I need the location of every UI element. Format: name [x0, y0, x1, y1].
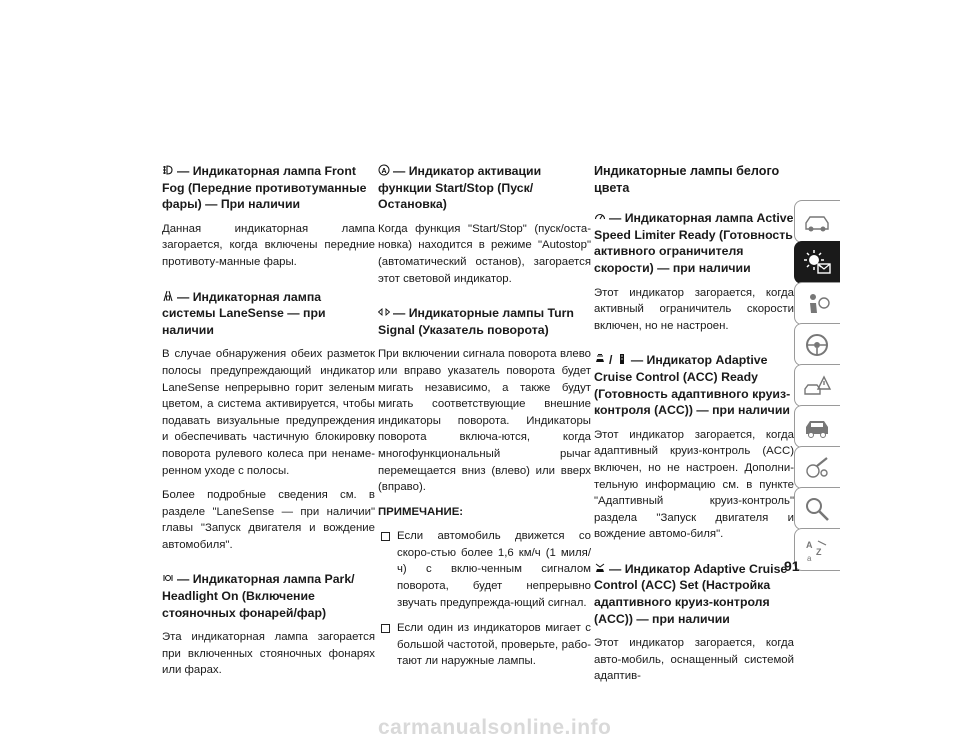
lanesense-text-2: Более подробные сведения см. в разделе "LaneSense — при наличии" главы "Запуск двигателя и вождение автомобиля". [162, 489, 375, 551]
tab-car-service[interactable] [794, 405, 840, 448]
turn-signal-icon [378, 306, 390, 318]
startstop-heading: A — Индикатор активации функции Start/Stop (Пуск/Остановка) [378, 164, 542, 212]
column-middle [378, 163, 591, 679]
tab-steering-wheel[interactable] [794, 323, 840, 366]
tab-warning-lights[interactable] [794, 241, 840, 284]
start-stop-icon [378, 164, 390, 176]
watermark-text: carmanualsonline.info [378, 716, 612, 739]
wrench-maintenance-icon [802, 453, 832, 483]
note-item: Если один из индикаторов мигает с большой частотой, проверьте, рабо-тают ли наружные лампы. [378, 620, 591, 670]
svg-text:a: a [807, 554, 812, 563]
park-text: Эта индикаторная лампа загорается при включенных стояночных фонарях или фарах. [162, 631, 375, 677]
page-number: 91 [784, 558, 800, 574]
language-index-icon [802, 535, 832, 565]
asl-heading: — Индикаторная лампа Active Speed Limiter Ready (Готовность активного ограничителя скорости) — при наличии [594, 211, 794, 275]
bullet-box-icon [381, 624, 390, 633]
svg-text:A: A [806, 540, 813, 550]
acc-ready-heading: / — Индикатор Adaptive Cruise Control (ACC) Ready (Готовность адаптивного круиз-контроля (ACC)) — при наличии [594, 353, 791, 418]
svg-text:Z: Z [816, 547, 822, 557]
acc-set-heading: — Индикатор Adaptive Cruise Control (ACC) Set (Настройка адаптивного круиз-контроля (ACC)) — при наличии [594, 561, 788, 626]
note-item: Если автомобиль движется со скоро-стью более 1,6 км/ч (1 миля/ч) с вклю-ченным сигналом поворота, будет непрерывно звучать предупрежда-ющий сигнал. [378, 528, 591, 611]
tab-airbag-safety[interactable] [794, 282, 840, 325]
magnifier-search-icon [802, 494, 832, 524]
airbag-safety-icon [802, 289, 832, 319]
column-left [162, 163, 375, 687]
car-service-icon [802, 412, 832, 442]
tab-languages[interactable] [794, 528, 840, 571]
note-label: ПРИМЕЧАНИЕ: [378, 505, 464, 518]
lanesense-text-1: В случае обнаружения обеих разметок полосы предупреждающий индикатор LaneSense непрерывно горит зеленым цветом, а система активируется, чтобы подавать визуальные предупреждения и обеспечивать частичную блокировку поворота рулевого колеса при ненаме-ренном уходе с полосы. [162, 348, 375, 477]
tab-car-dashboard[interactable] [794, 200, 840, 243]
front-fog-lamp-icon [162, 164, 174, 176]
turn-heading: — Индикаторные лампы Turn Signal (Указатель поворота) [378, 306, 574, 337]
warning-lights-icon [802, 248, 832, 278]
emergency-triangle-icon [802, 371, 832, 401]
column-right [594, 163, 794, 693]
tab-maintenance[interactable] [794, 446, 840, 489]
tab-emergency[interactable] [794, 364, 840, 407]
car-dashboard-icon [802, 207, 832, 237]
svg-text:A: A [381, 167, 387, 175]
acc-set-icon [594, 562, 606, 574]
acc-ready-text: Этот индикатор загорается, когда адаптивный круиз-контроль (ACC) включен, но не настроен. Дополни-тельную информацию см. в пункте "Адаптивный круиз-контроль" раздела "Запуск двигателя и вождение автомо-биля". [594, 428, 794, 541]
asl-text: Этот индикатор загорается, когда активный ограничитель скорости включен, но не настроен. [594, 286, 794, 332]
lanesense-icon [162, 290, 174, 302]
turn-text: При включении сигнала поворота влево или вправо указатель поворота будет мигать независимо, а также будут мигать соответствующие внешние индикаторы поворота. Индикаторы поворота включа-ются, когда многофункциональный рычаг перемещается вниз (влево) или вверх (вправо). [378, 348, 591, 494]
startstop-text: Когда функция "Start/Stop" (пуск/оста-новка) находится в режиме "Autostop" (автоматический останов), загорается этот световой индикатор. [378, 222, 591, 285]
fog-text: Данная индикаторная лампа загорается, когда включены передние противоту-манные фары. [162, 222, 375, 268]
acc-ready-alt-icon [616, 353, 628, 365]
section-title: Индикаторные лампы белого цвета [594, 164, 780, 195]
speed-limiter-icon [594, 211, 606, 223]
park-heading: — Индикаторная лампа Park/ Headlight On (Включение стояночных фонарей/фар) [162, 572, 355, 620]
note-list [378, 528, 591, 670]
acc-set-text: Этот индикатор загорается, когда авто-мобиль, оснащенный системой адаптив- [594, 637, 794, 683]
fog-heading: — Индикаторная лампа Front Fog (Передние противотуманные фары) — При наличии [162, 164, 367, 212]
bullet-box-icon [381, 532, 390, 541]
steering-wheel-icon [802, 330, 832, 360]
park-lamp-icon [162, 572, 174, 584]
acc-ready-icon [594, 353, 606, 365]
lanesense-heading: — Индикаторная лампа системы LaneSense — при наличии [162, 289, 326, 337]
tab-index-search[interactable] [794, 487, 840, 530]
